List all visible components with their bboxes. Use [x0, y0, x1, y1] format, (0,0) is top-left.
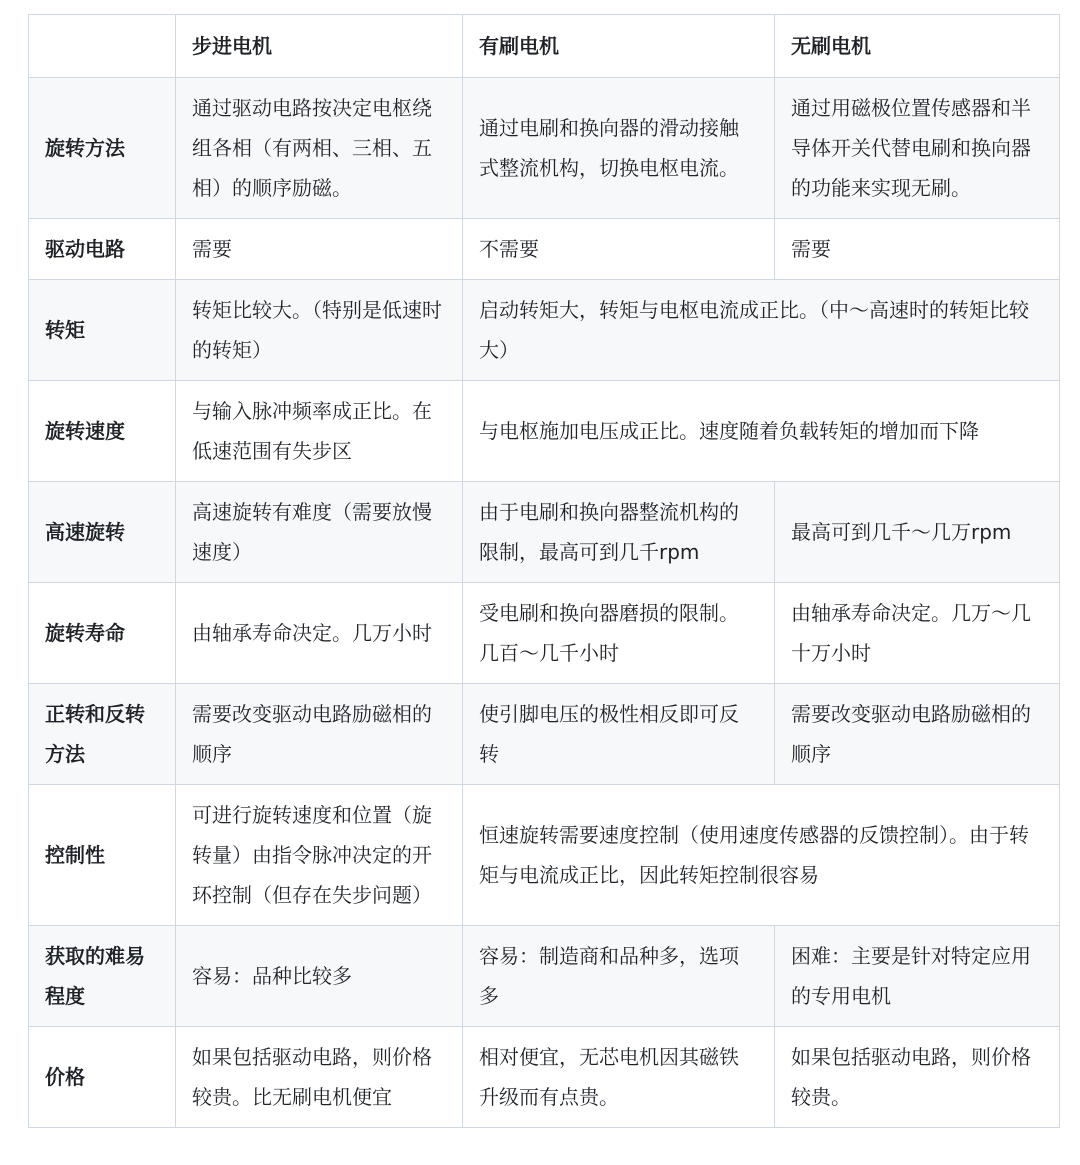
- header-row: [29, 15, 1060, 78]
- row-header-availability: 获取的难易程度: [29, 926, 176, 1027]
- row-header-direction-method: 正转和反转方法: [29, 684, 176, 785]
- table-cell-merged: 恒速旋转需要速度控制（使用速度传感器的反馈控制）。由于转矩与电流成正比，因此转矩控制很容易: [463, 785, 1060, 926]
- table-cell: 转矩比较大。（特别是低速时的转矩）: [176, 280, 463, 381]
- table-cell-merged: 启动转矩大，转矩与电枢电流成正比。（中～高速时的转矩比较大）: [463, 280, 1060, 381]
- comparison-table-container: [28, 14, 1060, 1128]
- table-row: [29, 1027, 1060, 1128]
- row-header-controllability: 控制性: [29, 785, 176, 926]
- row-header-high-speed: 高速旋转: [29, 482, 176, 583]
- table-row: [29, 785, 1060, 926]
- table-cell: 容易：品种比较多: [176, 926, 463, 1027]
- table-cell: 通过用磁极位置传感器和半导体开关代替电刷和换向器的功能来实现无刷。: [775, 78, 1060, 219]
- table-cell: 需要: [775, 219, 1060, 280]
- header-corner-cell: [29, 15, 176, 78]
- table-row: [29, 482, 1060, 583]
- table-cell: 由轴承寿命决定。几万小时: [176, 583, 463, 684]
- header-brushed-motor: 有刷电机: [463, 15, 775, 78]
- table-cell: 困难：主要是针对特定应用的专用电机: [775, 926, 1060, 1027]
- table-cell: 需要改变驱动电路励磁相的顺序: [775, 684, 1060, 785]
- row-header-rotation-speed: 旋转速度: [29, 381, 176, 482]
- table-cell: 可进行旋转速度和位置（旋转量）由指令脉冲决定的开环控制（但存在失步问题）: [176, 785, 463, 926]
- header-stepper-motor: 步进电机: [176, 15, 463, 78]
- row-header-torque: 转矩: [29, 280, 176, 381]
- table-row: [29, 280, 1060, 381]
- table-row: [29, 684, 1060, 785]
- table-cell: 相对便宜，无芯电机因其磁铁升级而有点贵。: [463, 1027, 775, 1128]
- table-cell-merged: 与电枢施加电压成正比。速度随着负载转矩的增加而下降: [463, 381, 1060, 482]
- table-cell: 受电刷和换向器磨损的限制。几百～几千小时: [463, 583, 775, 684]
- table-row: [29, 78, 1060, 219]
- table-cell: 使引脚电压的极性相反即可反转: [463, 684, 775, 785]
- table-cell: 由轴承寿命决定。几万～几十万小时: [775, 583, 1060, 684]
- table-cell: 最高可到几千～几万rpm: [775, 482, 1060, 583]
- table-cell: 通过驱动电路按决定电枢绕组各相（有两相、三相、五相）的顺序励磁。: [176, 78, 463, 219]
- table-row: [29, 219, 1060, 280]
- table-cell: 由于电刷和换向器整流机构的限制，最高可到几千rpm: [463, 482, 775, 583]
- table-cell: 容易：制造商和品种多，选项多: [463, 926, 775, 1027]
- table-cell: 通过电刷和换向器的滑动接触式整流机构，切换电枢电流。: [463, 78, 775, 219]
- row-header-rotation-method: 旋转方法: [29, 78, 176, 219]
- table-cell: 需要: [176, 219, 463, 280]
- motor-comparison-table: [28, 14, 1060, 1128]
- table-row: [29, 926, 1060, 1027]
- header-brushless-motor: 无刷电机: [775, 15, 1060, 78]
- table-cell: 如果包括驱动电路，则价格较贵。: [775, 1027, 1060, 1128]
- table-cell: 高速旋转有难度（需要放慢速度）: [176, 482, 463, 583]
- table-cell: 与输入脉冲频率成正比。在低速范围有失步区: [176, 381, 463, 482]
- table-row: [29, 583, 1060, 684]
- table-cell: 不需要: [463, 219, 775, 280]
- row-header-drive-circuit: 驱动电路: [29, 219, 176, 280]
- table-cell: 如果包括驱动电路，则价格较贵。比无刷电机便宜: [176, 1027, 463, 1128]
- row-header-price: 价格: [29, 1027, 176, 1128]
- row-header-rotation-life: 旋转寿命: [29, 583, 176, 684]
- table-cell: 需要改变驱动电路励磁相的顺序: [176, 684, 463, 785]
- table-row: [29, 381, 1060, 482]
